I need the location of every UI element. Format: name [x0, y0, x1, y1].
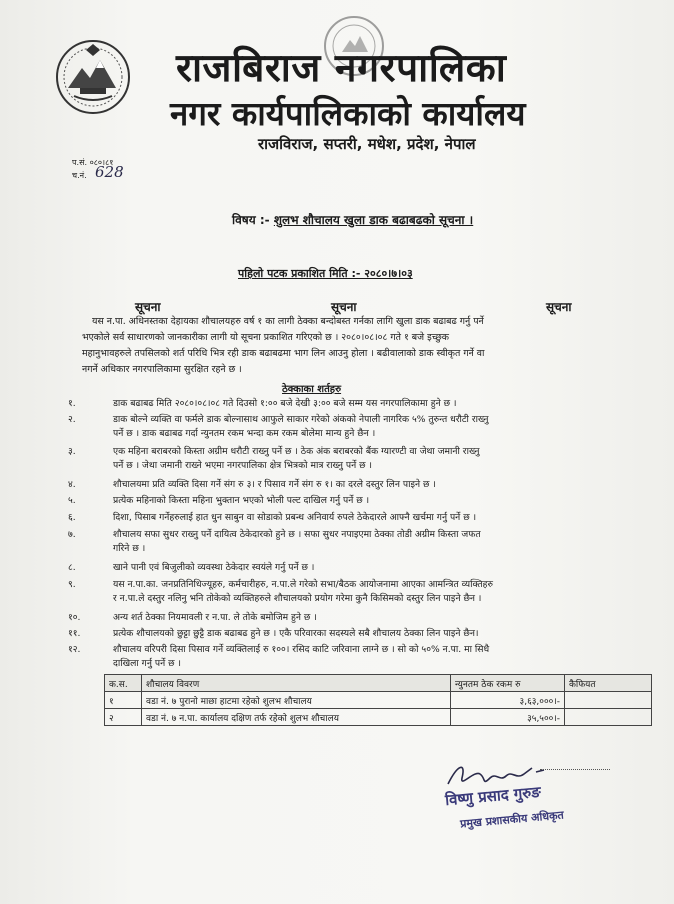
intro-line: यस न.पा. अधिनस्तका देहायका शौचालयहरु वर्ष १ का लागी ठेक्का बन्दोबस्त गर्नका लागि खुला डाक बढाबढ गर्नु पर्ने [92, 316, 484, 327]
subject-line [232, 211, 473, 228]
cell-sn: १ [105, 692, 142, 709]
condition-number: ३. [68, 446, 76, 457]
cell-amount: ३५,५००।- [451, 709, 565, 726]
condition-text: दिशा, पिसाब गर्नेहरुलाई हात धुन साबुन वा सोडाको प्रबन्ध अनिवार्य रुपले ठेकेदारले आफ्नै खर्चमा गर्नु पर्ने छ । [113, 512, 477, 523]
cell-remark [565, 692, 652, 709]
intro-line: भएकोले सर्व साधारणको जानकारीका लागी यो सूचना प्रकाशित गरिएको छ । २०८०।०८।०८ गते १ बजे इच्छुक [82, 332, 449, 343]
dispatch-number-handwritten: 628 [95, 163, 124, 181]
condition-number: ५. [68, 495, 76, 506]
condition-text: डाक बढाबढ मिति २०८०।०८।०८ गते दिउसो १:०० बजे देखी ३:०० बजे सम्म यस नगरपालिकामा हुने छ । [113, 398, 457, 409]
notice-heading-left: सूचना [135, 300, 161, 314]
cell-desc: वडा नं. ७ पुरानो माछा हाटमा रहेको शुलभ शौचालय [142, 692, 451, 709]
condition-text: पर्ने छ । जेथा जमानी राख्ने भएमा नगरपालिका क्षेत्र भित्रको मात्र राख्नु पर्ने छ । [113, 460, 372, 471]
condition-number: २. [68, 414, 76, 425]
intro-paragraph [82, 314, 655, 378]
condition-number: १२. [68, 644, 81, 655]
cell-remark [565, 709, 652, 726]
condition-number: ११. [68, 628, 81, 639]
table-row [105, 709, 652, 726]
table-row [105, 692, 652, 709]
dispatch-number-label: च.नं. [72, 171, 87, 180]
col-header-remark: कैफियत [565, 675, 652, 692]
condition-text: प्रत्येक शौचालयको छुट्टा छुट्टै डाक बढाबढ हुने छ । एकै परिवारका सदस्यले सबै शौचालय ठेक्का लिन पाइने छैन। [113, 628, 479, 639]
condition-text: शौचालयमा प्रति व्यक्ति दिसा गर्ने संग रु ३। र पिसाव गर्ने संग रु १। का दरले दस्तुर लिन पाइने छ । [113, 479, 436, 490]
condition-text: दाखिला गर्नु पर्ने छ । [113, 658, 181, 669]
office-address: राजविराज, सप्तरी, मधेश, प्रदेश, नेपाल [258, 135, 476, 153]
signature-line [540, 769, 610, 770]
notice-heading-right: सूचना [546, 300, 572, 314]
municipality-emblem-icon [54, 38, 132, 116]
col-header-desc: शौचालय विवरण [142, 675, 451, 692]
cell-amount: ३,६३,०००।- [451, 692, 565, 709]
cell-desc: वडा नं. ७ न.पा. कार्यालय दक्षिण तर्फ रहेको शुलभ शौचालय [142, 709, 451, 726]
subject-prefix: विषय :- [232, 213, 270, 227]
condition-text: प्रत्येक महिनाको किस्ता महिना भुक्तान भएको भोली पल्ट दाखिल गर्नु पर्ने छ । [113, 495, 370, 506]
table-header-row [105, 675, 652, 692]
condition-text: एक महिना बराबरको किस्ता अग्रीम धरौटी राख्नु पर्ने छ । ठेक अंक बराबरको बैंक ग्यारण्टी वा जेथा जमानी राख्नु [113, 446, 480, 457]
cell-sn: २ [105, 709, 142, 726]
col-header-sn: क.स. [105, 675, 142, 692]
condition-number: ७. [68, 529, 76, 540]
ref-number: प.सं. ०८०।८१ [72, 158, 114, 167]
col-header-amount: न्युनतम ठेक रकम रु [451, 675, 565, 692]
condition-text: गरिने छ । [113, 543, 146, 554]
condition-text: पर्ने छ । डाक बढाबढ गर्दा न्युनतम रकम भन्दा कम रकम बोलेमा मान्य हुने छैन । [113, 428, 376, 439]
condition-number: ६. [68, 512, 76, 523]
intro-line: नगर्ने अधिकार नगरपालिकामा सुरक्षित रहने छ । [82, 364, 242, 375]
intro-line: महानुभावहरुले तपसिलको शर्त परिधि भित्र रही डाक बढाबढमा भाग लिन आउनु होला । बढीवालाको डाक स्वीकृत गर्ने वा [82, 348, 485, 359]
condition-text: शौचालय वरिपरी दिसा पिसाव गर्ने व्यक्तिलाई रु १००। रसिद काटि जरिवाना लाग्ने छ । सो को ५०% न.पा. मा सिधै [113, 644, 490, 655]
notice-heading-center: सूचना [331, 300, 357, 314]
condition-number: ८. [68, 562, 76, 573]
condition-number: १. [68, 398, 76, 409]
condition-text: डाक बोल्ने व्यक्ति वा फर्मले डाक बोल्नासाथ आफुले साकार गरेको अंकको नेपाली नागरिक ५% तुरुन्त धरौटी राख्नु [113, 414, 489, 425]
signatory-title: प्रमुख प्रशासकीय अधिकृत [459, 808, 565, 831]
condition-text: अन्य शर्त ठेक्का नियमावली र न.पा. ले तोके बमोजिम हुने छ । [113, 612, 317, 623]
published-date: पहिलो पटक प्रकाशित मिति :- २०८०।७।०३ [238, 267, 413, 280]
condition-number: १०. [68, 612, 81, 623]
condition-text: यस न.पा.का. जनप्रतिनिधिज्यूहरु, कर्मचारीहरु, न.पा.ले गरेको सभा/बैठक आयोजनामा आएका आमन्त्रित व्यक्तिहरु [113, 579, 494, 590]
condition-text: खाने पानी एवं बिजुलीको व्यवस्था ठेकेदार स्वयंले गर्नु पर्ने छ । [113, 562, 315, 573]
municipality-name: राजबिराज नगरपालिका [176, 46, 507, 91]
office-name: नगर कार्यपालिकाको कार्यालय [170, 94, 526, 133]
subject-title: शुलभ शौचालय खुला डाक बढाबढको सूचना । [273, 213, 474, 227]
conditions-heading: ठेक्काका शर्तहरु [282, 384, 342, 395]
toilet-list-table [104, 674, 652, 726]
signatory-name: विष्णु प्रसाद गुरुङ [444, 782, 542, 810]
condition-number: ४. [68, 479, 76, 490]
condition-number: ९. [68, 579, 76, 590]
condition-text: र न.पा.ले दस्तुर नलिनु भनि तोकेको व्यक्तिहरुले शौचालयको प्रयोग गरेमा कुनै किसिमको दस्तुर लिन पाइने छैन । [113, 593, 482, 604]
condition-text: शौचालय सफा सुधर राख्नु पर्ने दायित्व ठेकेदारको हुने छ । सफा सुधर नपाइएमा ठेक्का तोडी अग्रीम किस्ता जफत [113, 529, 481, 540]
